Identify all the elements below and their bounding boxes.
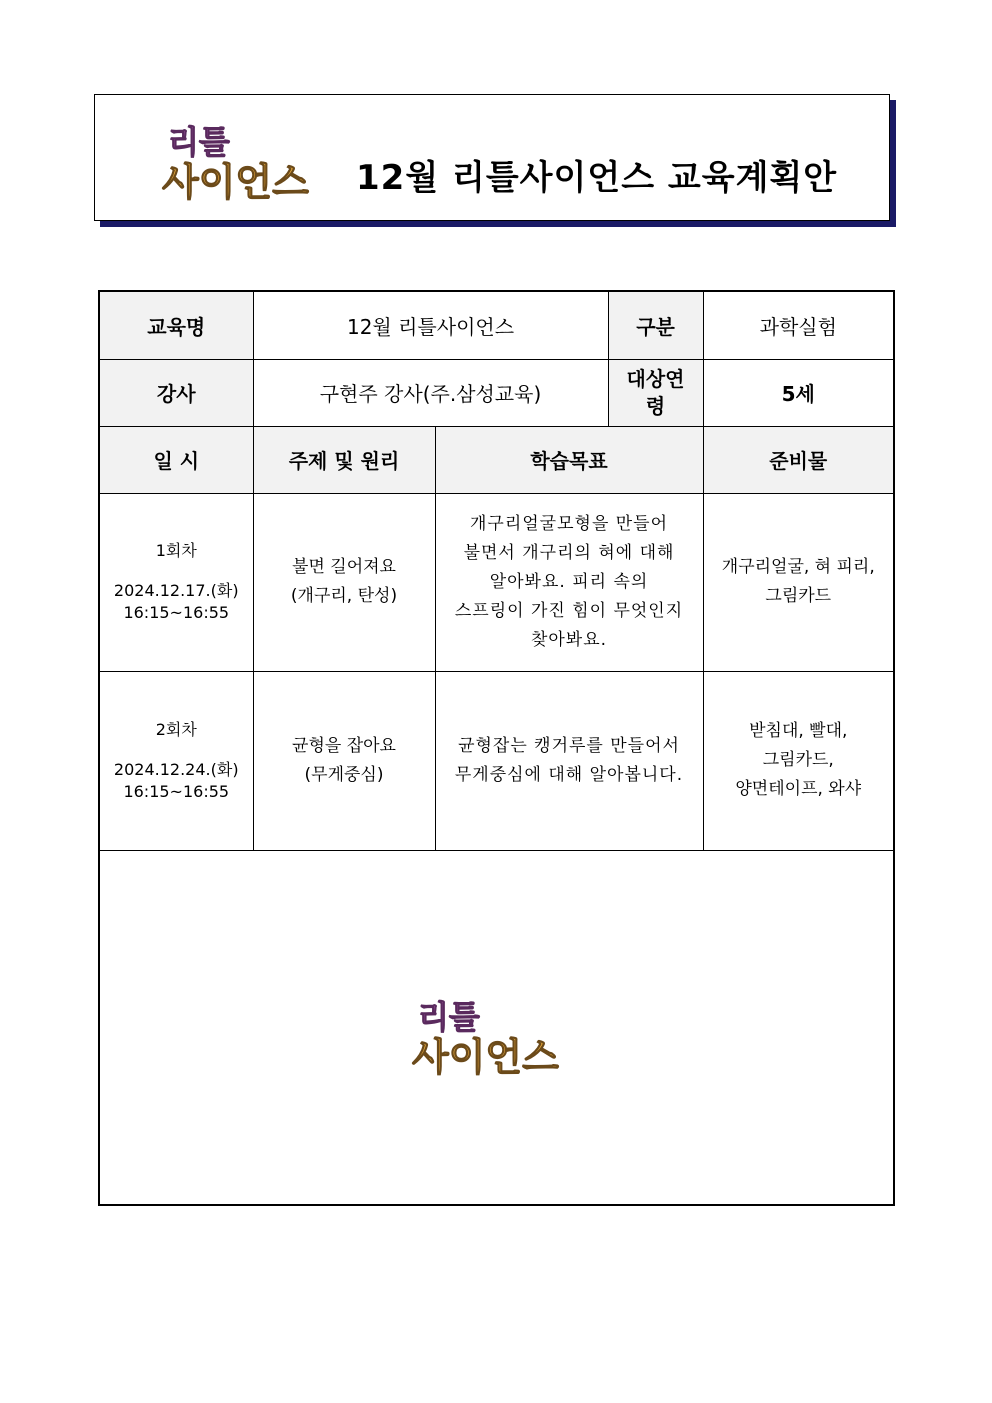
- materials-line: 그림카드: [765, 586, 832, 606]
- goal-line: 불면서 개구리의 혀에 대해: [463, 542, 675, 563]
- category-value: 과학실험: [703, 292, 893, 359]
- age-label-line1: 대상연: [626, 366, 685, 391]
- svg-text:리틀: 리틀: [418, 998, 480, 1036]
- logo-area: [100, 850, 893, 1204]
- materials-line: 받침대, 빨대,: [749, 721, 848, 741]
- goal-line: 균형잡는 캥거루를 만들어서: [458, 735, 680, 756]
- session-time: 16:15~16:55: [123, 603, 230, 622]
- goal-line: 찾아봐요.: [530, 629, 608, 650]
- svg-text:리틀: 리틀: [168, 123, 230, 161]
- svg-text:사이언스: 사이언스: [412, 1035, 559, 1079]
- session-date-cell: [100, 671, 253, 850]
- session-time: 16:15~16:55: [123, 781, 230, 801]
- session-topic: [253, 493, 435, 671]
- session-date: 2024.12.17.(화): [113, 581, 239, 600]
- age-label: [608, 359, 703, 426]
- session-row: [100, 671, 893, 850]
- session-round: 2회차: [155, 719, 197, 739]
- goal-line: 알아봐요. 피리 속의: [489, 571, 649, 592]
- session-round: 1회차: [155, 541, 197, 560]
- session-goal: [435, 493, 703, 671]
- edu-name-value: 12월 리틀사이언스: [253, 292, 608, 359]
- goal-line: 개구리얼굴모형을 만들어: [469, 513, 669, 534]
- session-materials: [703, 671, 893, 850]
- session-materials: [703, 493, 893, 671]
- materials-line: 양면테이프, 와샤: [735, 779, 862, 799]
- session-row: [100, 493, 893, 671]
- topic-line: 불면 길어져요: [292, 557, 396, 577]
- topic-line: (개구리, 탄성): [290, 586, 398, 606]
- svg-text:사이언스: 사이언스: [162, 160, 309, 204]
- column-header-topic: 주제 및 원리: [253, 426, 435, 493]
- page-title: 12월 리틀사이언스 교육계획안: [356, 158, 838, 198]
- topic-line: 균형을 잡아요: [292, 735, 396, 756]
- age-label-line2: 령: [645, 393, 666, 418]
- plan-table: [98, 290, 895, 1206]
- session-date-cell: [100, 493, 253, 671]
- category-label: 구분: [608, 292, 703, 359]
- topic-line: (무게중심): [304, 764, 384, 785]
- session-topic: [253, 671, 435, 850]
- edu-name-label: 교육명: [100, 292, 253, 359]
- little-science-logo-bottom: [410, 990, 585, 1080]
- little-science-logo: [160, 115, 330, 205]
- goal-line: 무게중심에 대해 알아봅니다.: [454, 764, 684, 785]
- column-header-materials: 준비물: [703, 426, 893, 493]
- column-header-date: 일 시: [100, 426, 253, 493]
- session-date: 2024.12.24.(화): [113, 759, 239, 779]
- age-value: 5세: [703, 359, 893, 426]
- instructor-value: 구현주 강사(주.삼성교육): [253, 359, 608, 426]
- column-header-goal: 학습목표: [435, 426, 703, 493]
- materials-line: 그림카드,: [762, 750, 834, 770]
- session-goal: [435, 671, 703, 850]
- instructor-label: 강사: [100, 359, 253, 426]
- materials-line: 개구리얼굴, 혀 피리,: [721, 557, 875, 577]
- goal-line: 스프링이 가진 힘이 무엇인지: [454, 600, 684, 621]
